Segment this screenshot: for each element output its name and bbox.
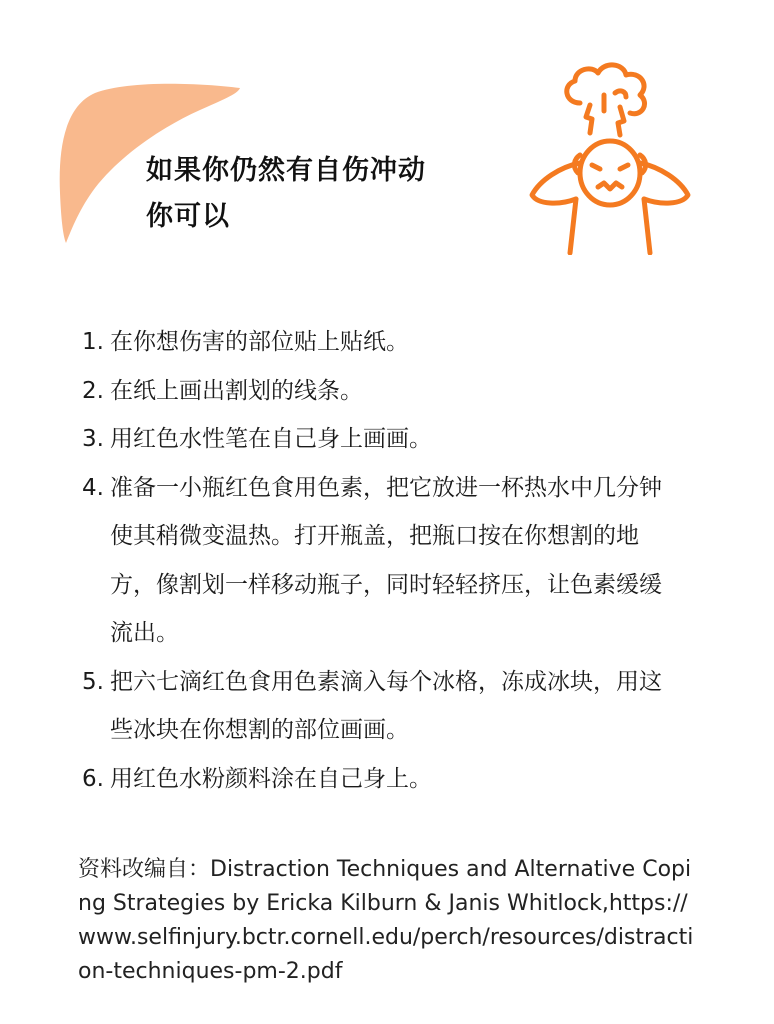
step-number: 6.: [82, 765, 104, 792]
step-text: 把六七滴红色食用色素滴入每个冰格，冻成冰块，用这些冰块在你想割的部位画画。: [110, 668, 662, 743]
page-title: [146, 148, 426, 240]
step-number: 1.: [82, 329, 104, 355]
step-number: 2.: [82, 377, 104, 404]
list-item: [82, 415, 682, 464]
list-item: [82, 755, 682, 804]
list-item: [82, 658, 682, 755]
title-line-1: 如果你仍然有自伤冲动: [146, 155, 426, 186]
source-citation: 资料改编自：Distraction Techniques and Alternative Coping Strategies by Ericka Kilburn & Janis Whitlock,https://www.selfinjury.bctr.cornell.edu/perch/resources/distraction-techniques-pm-2.pdf: [78, 857, 694, 984]
list-item: [82, 464, 682, 658]
step-text: 用红色水粉颜料涂在自己身上。: [110, 765, 432, 792]
list-item: [82, 318, 682, 367]
step-text: 在纸上画出割划的线条。: [110, 377, 363, 404]
title-line-2: 你可以: [146, 201, 230, 232]
step-text: 准备一小瓶红色食用色素，把它放进一杯热水中几分钟使其稍微变温热。打开瓶盖，把瓶口按在你想割的地方，像割划一样移动瓶子，同时轻轻挤压，让色素缓缓流出。: [110, 474, 662, 646]
step-number: 3.: [82, 426, 104, 452]
step-text: 用红色水性笔在自己身上画画。: [110, 426, 432, 452]
step-number: 4.: [82, 474, 104, 501]
list-item: [82, 367, 682, 416]
stressed-person-exploding-head-icon: [520, 55, 700, 255]
step-number: 5.: [82, 668, 104, 695]
steps-list: [82, 318, 682, 803]
step-text: 在你想伤害的部位贴上贴纸。: [110, 329, 409, 355]
